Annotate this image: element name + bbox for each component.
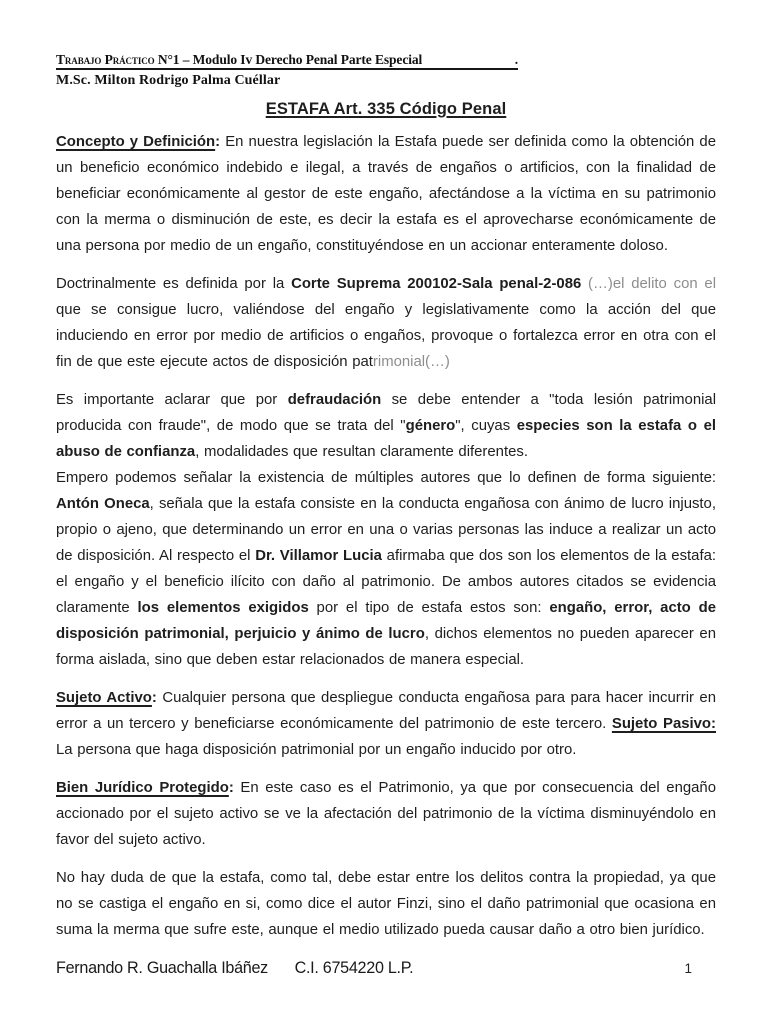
text-run: Empero podemos señalar la existencia de múltiples autores que lo definen de forma siguiente: — [56, 470, 716, 486]
text-run: se debe entender a "toda lesión patrimonial producida con fraude", de modo que se trata del " — [56, 392, 717, 434]
text-run: Cualquier persona que despliegue conducta engañosa para para hacer incurrir en error a un tercero y beneficiarse económicamente del patrimonio de este tercero. — [56, 690, 716, 732]
header-course-smallcaps: Trabajo Práctico — [56, 52, 155, 67]
paragraph-autores — [56, 465, 716, 673]
footer-id-number: C.I. 6754220 L.P. — [294, 958, 414, 977]
page-footer — [56, 958, 716, 978]
text-run: ", cuyas — [455, 418, 517, 434]
page-number: 1 — [684, 961, 692, 976]
page-title: ESTAFA Art. 335 Código Penal — [265, 100, 507, 118]
text-run: Corte Suprema 200102-Sala penal-2-086 — [291, 276, 582, 292]
text-run: , señala que la estafa consiste en la conducta engañosa con ánimo de lucro injusto, propio o ajeno, que determinando un error en una o varias personas las induce a realizar un acto de disposición. Al respecto el — [56, 496, 716, 564]
text-run: En este caso es el Patrimonio, ya que por consecuencia del engaño accionado por el sujeto activo se ve la afectación del patrimonio de la víctima disminuyéndolo en favor del sujeto activo. — [56, 780, 716, 848]
paragraph-concepto — [56, 129, 716, 259]
text-run: : — [228, 780, 241, 796]
text-run: afirmaba que dos son los elementos de la estafa: el engaño y el beneficio ilícito con daño al patrimonio. De ambos autores citados se evidencia claramente — [56, 548, 716, 616]
text-run: La persona que haga disposición patrimonial por un engaño inducido por otro. — [56, 742, 577, 758]
text-run: : — [151, 690, 163, 706]
text-run: Es importante aclarar que por — [56, 392, 288, 408]
text-run: Sujeto Activo — [56, 690, 152, 706]
text-run: engaño, error, acto de disposición patrimonial, perjuicio y ánimo de lucro — [56, 600, 716, 642]
text-run: : — [215, 134, 226, 150]
text-run: (…)el delito con el — [581, 276, 717, 292]
text-run: Doctrinalmente es definida por la — [56, 276, 292, 292]
document-content — [56, 52, 716, 943]
text-run: los elementos exigidos — [137, 600, 309, 616]
text-run: Dr. Villamor Lucia — [255, 548, 382, 564]
footer-author: Fernando R. Guachalla Ibáñez — [56, 958, 268, 977]
footer-author-group — [56, 958, 413, 978]
header-course-line — [56, 52, 518, 70]
paragraph-bien-juridico — [56, 775, 716, 853]
text-run: En nuestra legislación la Estafa puede ser definida como la obtención de un beneficio económico indebido e ilegal, a través de engaños o artificios, con la finalidad de beneficiar económicamente al gestor de este engaño, afectándose a la víctima en su patrimonio con la merma o disminución de este, es decir la estafa es el aprovecharse económicamente de una persona por medio de un engaño, constituyéndose en un accionar enteramente doloso. — [56, 134, 716, 254]
text-run: defraudación — [287, 392, 382, 408]
header-course-rest: N°1 – Modulo Iv Derecho Penal Parte Especial — [154, 52, 423, 67]
text-run: por el tipo de estafa estos son: — [308, 600, 550, 616]
document-header — [56, 52, 716, 89]
text-run: especies son la estafa o el abuso de confianza — [56, 418, 716, 460]
paragraph-doctrina — [56, 271, 716, 375]
paragraph-sujetos — [56, 685, 716, 763]
text-run: Antón Oneca — [56, 496, 150, 512]
text-run: Sujeto Pasivo: — [611, 716, 716, 732]
text-run: que se consigue lucro, valiéndose del engaño y legislativamente como la acción del que induciendo en error por medio de artificios o engaños, provoque o fortalezca error en otra con el fin de que este ejecute actos de disposición pat — [56, 302, 716, 370]
text-run: No hay duda de que la estafa, como tal, debe estar entre los delitos contra la propiedad, ya que no se castiga el engaño en si, como dice el autor Finzi, sino el daño patrimonial que ocasiona en suma la merma que sufre este, aunque el medio utilizado pueda causar daño a otro bien jurídico. — [56, 870, 716, 938]
header-trailing-period: . — [514, 52, 518, 67]
paragraph-delitos-propiedad — [56, 865, 716, 943]
text-run: Bien Jurídico Protegido — [56, 780, 229, 796]
text-run: Concepto y Definición — [56, 134, 216, 150]
text-run: , modalidades que resultan claramente diferentes. — [195, 444, 528, 460]
text-run: rimonial(…) — [372, 354, 450, 370]
paragraph-defraudacion — [56, 387, 716, 465]
header-professor: M.Sc. Milton Rodrigo Palma Cuéllar — [56, 73, 281, 88]
header-course-text — [56, 52, 422, 67]
text-run: género — [405, 418, 456, 434]
text-run: , dichos elementos no pueden aparecer en forma aislada, sino que deben estar relacionados de manera especial. — [56, 626, 716, 668]
